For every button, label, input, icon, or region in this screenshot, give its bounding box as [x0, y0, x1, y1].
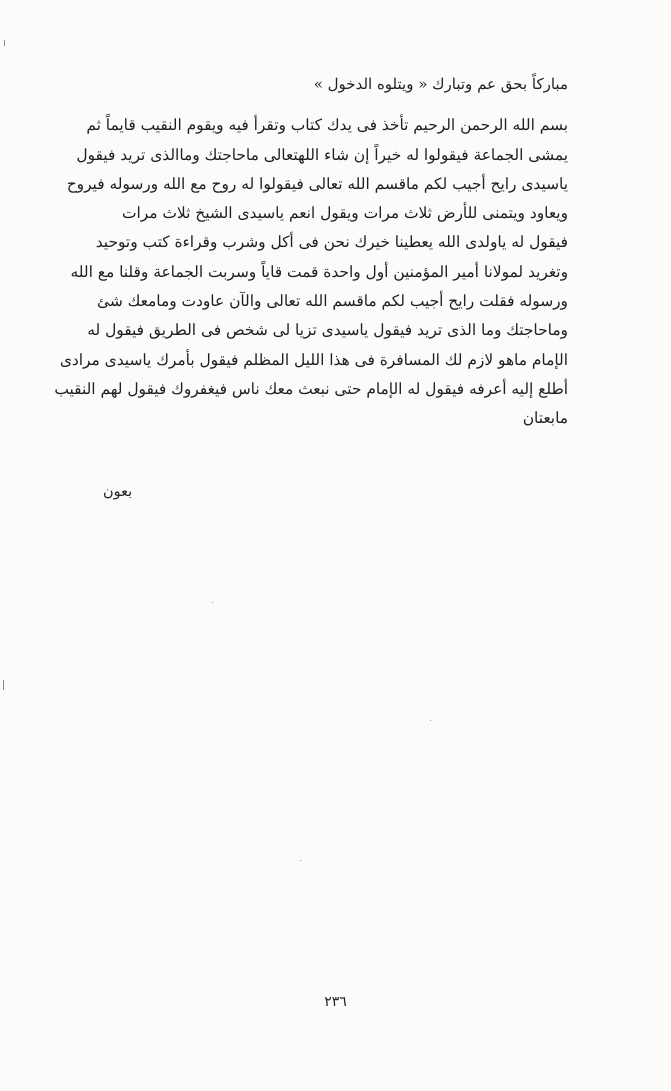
text-line: أطلع إليه أعرفه فيقول له الإمام حتى نبعث معك ناس فيغفروك فيقول لهم النقيب	[54, 379, 568, 398]
scan-speck	[430, 720, 431, 721]
scan-speck	[300, 860, 301, 861]
text-line: فيقول له ياولدى الله يعطينا خيرك نحن فى أكل وشرب وقراءة كتب وتوحيد	[95, 233, 568, 252]
scan-speck	[212, 602, 213, 603]
page-number: ٢٣٦	[324, 994, 347, 1010]
text-line: وتغريد لمولانا أمير المؤمنين أول واحدة قمت قاياً وسربت الجماعة وقلنا مع الله	[70, 262, 568, 281]
text-line: ويعاود ويتمنى للأرض ثلاث مرات ويقول انعم ياسيدى الشيخ ثلاث مرات	[122, 204, 568, 223]
scan-margin-mark	[3, 680, 4, 690]
text-line: مابعتان	[522, 409, 568, 428]
continuation-word: بعون	[103, 484, 133, 500]
text-line: ياسيدى رايح أجيب لكم ماقسم الله تعالى فيقولوا له روح مع الله ورسوله فيروح	[66, 174, 568, 193]
main-text-block	[54, 70, 568, 452]
text-line: يمشى الجماعة فيقولوا له خيراً إن شاء اللهتعالى ماحاجتك وماالذى تريد فيقول	[76, 145, 568, 164]
text-line: وماحاجتك وما الذى تريد فيقول ياسيدى تزيا لى شخص فى الطريق فيقول له	[87, 321, 568, 340]
scan-margin-mark	[4, 40, 5, 46]
intro-line: مباركاً بحق عم وتبارك « ويتلوه الدخول »	[313, 75, 568, 93]
text-line: بسم الله الرحمن الرحيم تأخذ فى يدك كتاب وتقرأ فيه ويقوم النقيب قايماً ثم	[86, 116, 568, 135]
text-line: الإمام ماهو لازم لك المسافرة فى هذا الليل المظلم فيقول بأمرك ياسيدى مرادى	[59, 350, 568, 369]
text-line: ورسوله فقلت رايح أجيب لكم ماقسم الله تعالى والآن عاودت ومامعك شئ	[97, 292, 568, 311]
